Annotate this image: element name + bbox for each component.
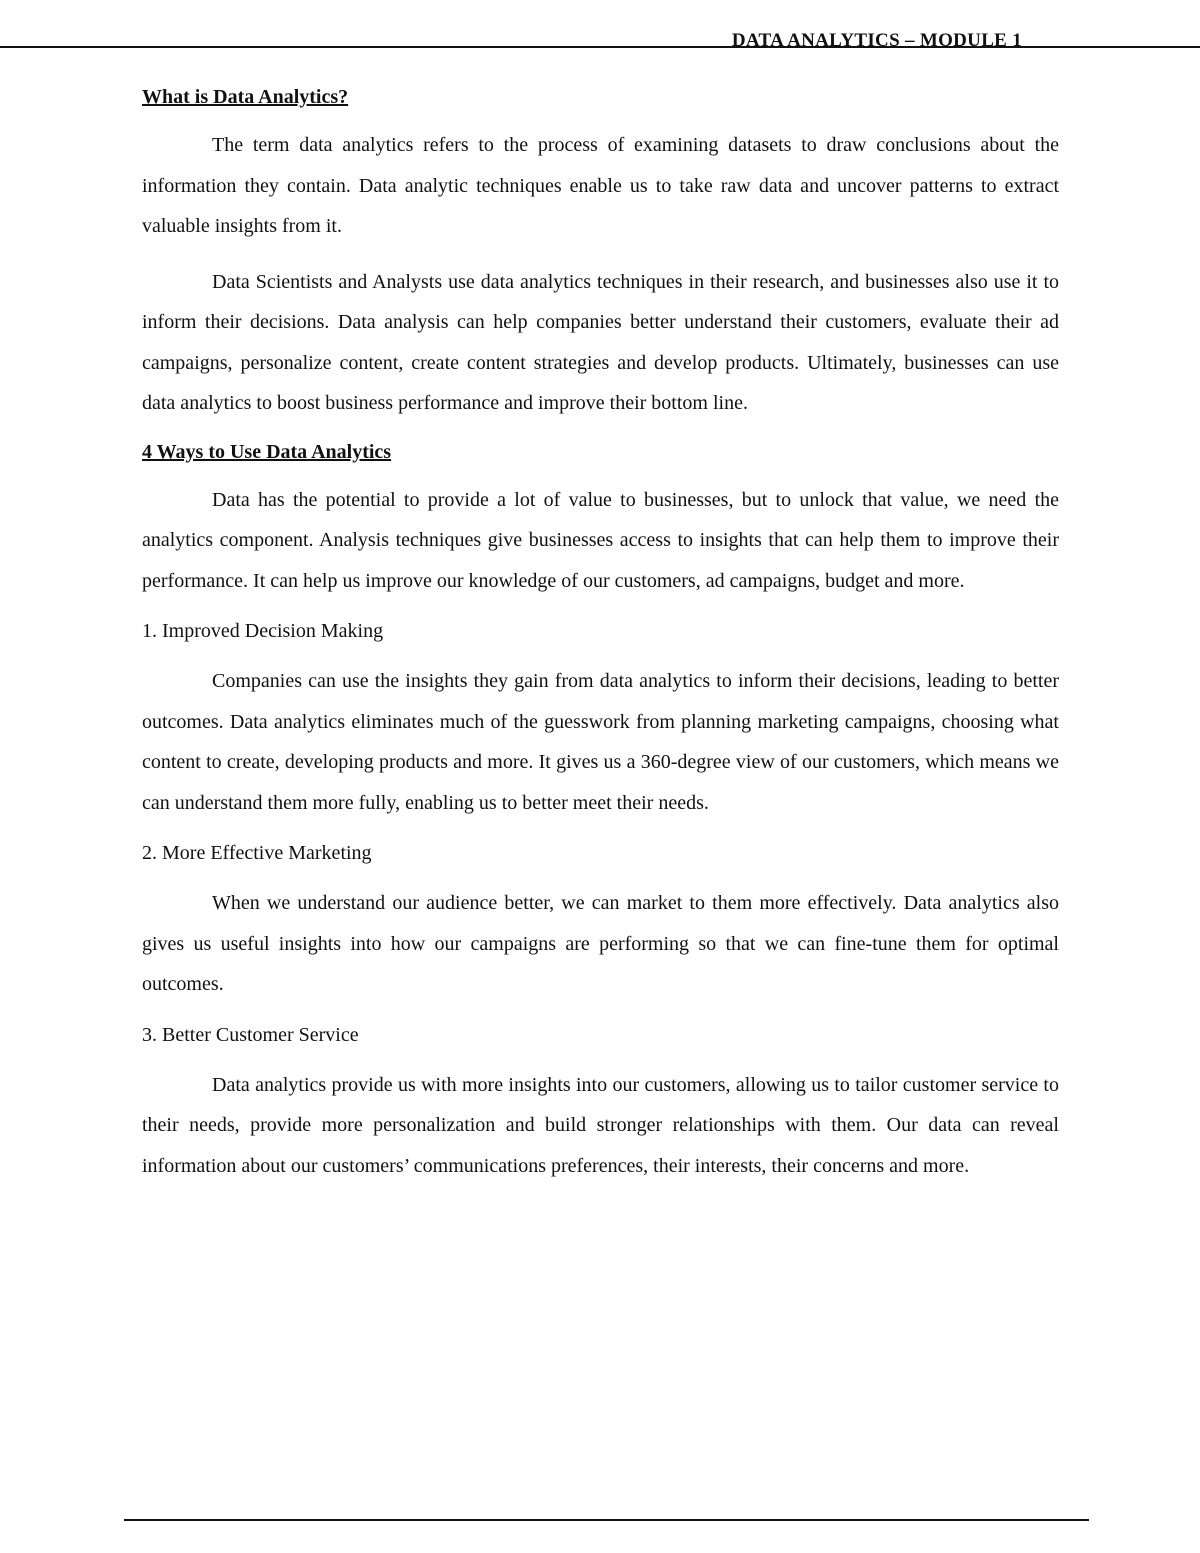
header-divider (0, 46, 1200, 48)
footer-divider (124, 1519, 1089, 1521)
section-heading-what-is: What is Data Analytics? (142, 86, 349, 108)
paragraph-usage: Data Scientists and Analysts use data analytics techniques in their research, and businesses also use it to inform their decisions. Data analysis can help companies better understand their customers, evaluate their ad campaigns, personalize content, create content strategies and develop products. Ultimately, businesses can use data analytics to boost business performance and improve their bottom line. (142, 270, 1059, 414)
subheading-customer-service: 3. Better Customer Service (142, 1023, 359, 1046)
document-body (142, 84, 1059, 1201)
page-header-title: DATA ANALYTICS – MODULE 1 (731, 30, 1022, 51)
section-heading-ways: 4 Ways to Use Data Analytics (142, 440, 392, 463)
subheading-marketing: 2. More Effective Marketing (142, 842, 372, 864)
paragraph-definition: The term data analytics refers to the process of examining datasets to draw conclusions about the information they contain. Data analytic techniques enable us to take raw data and uncover patterns to extract valuable insights from it. (142, 134, 1059, 237)
paragraph-decision-making: Companies can use the insights they gain from data analytics to inform their decisions, leading to better outcomes. Data analytics eliminates much of the guesswork from planning marketing campaigns, choosing what content to create, developing products and more. It gives us a 360-degree view of our customers, which means we can understand them more fully, enabling us to better meet their needs. (142, 670, 1059, 814)
paragraph-marketing: When we understand our audience better, we can market to them more effectively. Data analytics also gives us useful insights into how our campaigns are performing so that we can fine-tune them for optimal outcomes. (142, 892, 1059, 995)
paragraph-customer-service: Data analytics provide us with more insights into our customers, allowing us to tailor customer service to their needs, provide more personalization and build stronger relationships with them. Our data can reveal information about our customers’ communications preferences, their interests, their concerns and more. (142, 1073, 1059, 1177)
subheading-decision-making: 1. Improved Decision Making (142, 620, 384, 642)
paragraph-ways-intro: Data has the potential to provide a lot of value to businesses, but to unlock that value, we need the analytics component. Analysis techniques give businesses access to insights that can help them to improve their performance. It can help us improve our knowledge of our customers, ad campaigns, budget and more. (142, 488, 1059, 592)
